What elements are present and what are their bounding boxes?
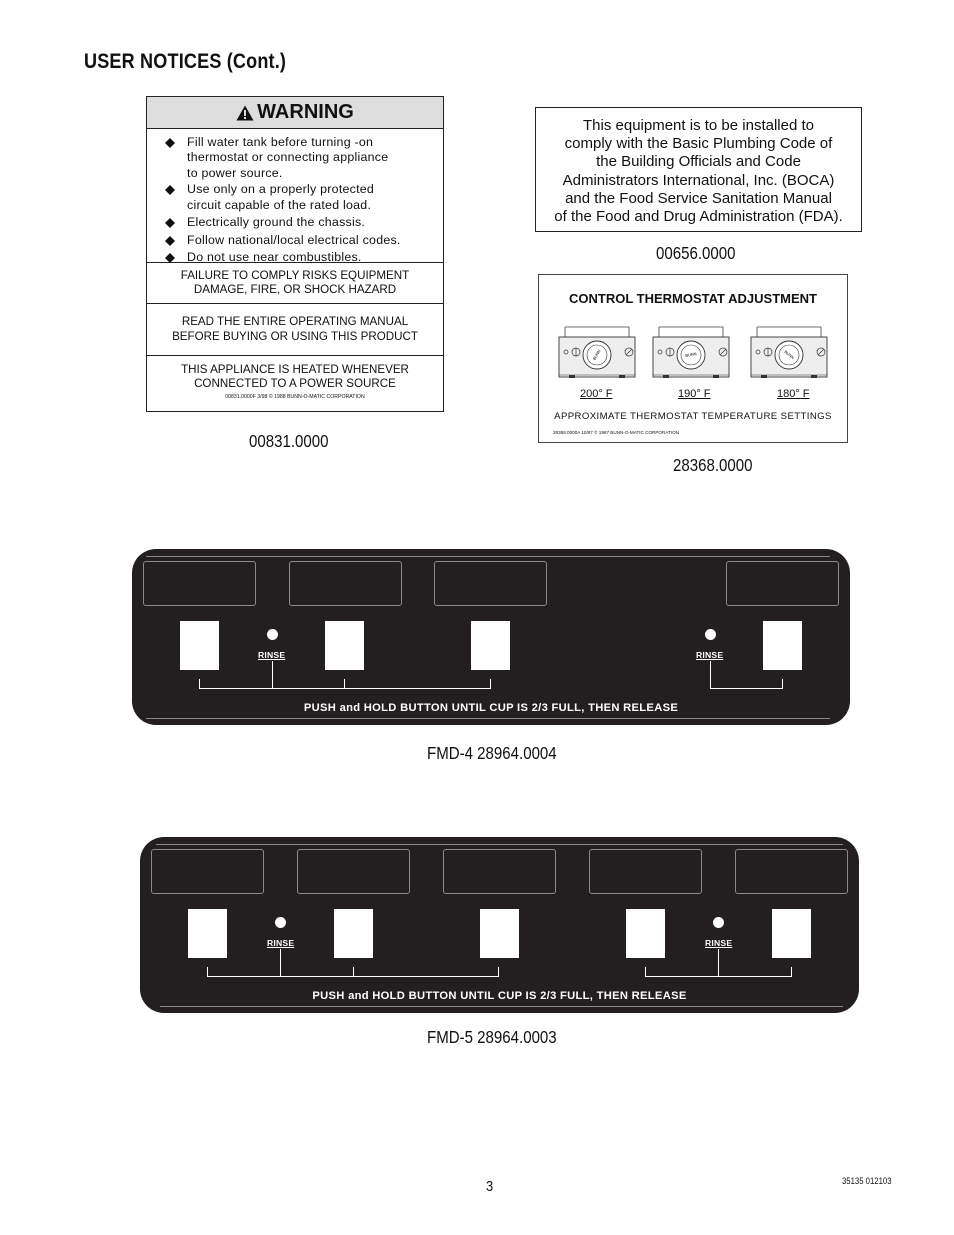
dial-text: BUNN xyxy=(783,349,796,361)
dispense-button[interactable] xyxy=(626,909,665,958)
rinse-indicator xyxy=(705,629,716,640)
warning-item-line: Fill water tank before turning -on xyxy=(187,135,374,149)
thermostat-caption: 28368.0000 xyxy=(673,455,753,475)
bracket-line xyxy=(490,679,491,689)
thermostat-label xyxy=(538,274,848,443)
bracket-line xyxy=(344,679,345,689)
diamond-bullet-icon xyxy=(165,138,175,148)
rinse-indicator xyxy=(713,917,724,928)
dispense-button[interactable] xyxy=(763,621,802,670)
warning-item-line: Electrically ground the chassis. xyxy=(187,215,366,230)
warning-triangle-icon xyxy=(236,105,254,121)
label-slot xyxy=(143,561,256,606)
rinse-label: RINSE xyxy=(258,650,286,660)
label-slot xyxy=(434,561,547,606)
diamond-bullet-icon xyxy=(165,218,175,228)
panel-top-line xyxy=(156,844,843,845)
warning-section-heated xyxy=(147,356,443,408)
thermostat-dials xyxy=(539,275,849,385)
bracket-line xyxy=(280,949,281,977)
warning-item-line: circuit capable of the rated load. xyxy=(187,197,372,212)
warning-item-line: Follow national/local electrical codes. xyxy=(187,233,401,248)
push-instruction: PUSH and HOLD BUTTON UNTIL CUP IS 2/3 FULL, THEN RELEASE xyxy=(312,990,687,1002)
label-slot xyxy=(151,849,264,894)
thermostat-title: CONTROL THERMOSTAT ADJUSTMENT xyxy=(569,291,817,306)
dispense-button[interactable] xyxy=(180,621,219,670)
rinse-label: RINSE xyxy=(267,938,295,948)
warning-section-line: THIS APPLIANCE IS HEATED WHENEVER xyxy=(181,362,409,376)
fmd5-panel xyxy=(140,837,859,1013)
bracket-line xyxy=(199,679,200,689)
warning-item-line: thermostat or connecting appliance xyxy=(187,150,389,165)
temp-label-180: 180° F xyxy=(777,388,810,400)
warning-item-line: Do not use near combustibles. xyxy=(187,249,362,264)
warning-section-manual xyxy=(147,304,443,356)
bracket-line xyxy=(498,967,499,977)
warning-item xyxy=(165,135,443,181)
warning-item xyxy=(165,215,443,230)
plumbing-notice xyxy=(535,107,862,232)
plumbing-caption: 00656.0000 xyxy=(656,243,736,263)
bracket-line xyxy=(718,949,719,977)
label-slot xyxy=(289,561,402,606)
rinse-label: RINSE xyxy=(705,938,733,948)
dispense-button[interactable] xyxy=(334,909,373,958)
temp-label-200: 200° F xyxy=(580,388,613,400)
bracket-line xyxy=(353,967,354,977)
dispense-button[interactable] xyxy=(480,909,519,958)
label-slot xyxy=(297,849,410,894)
warning-item xyxy=(165,233,443,248)
plumbing-line: of the Food and Drug Administration (FDA). xyxy=(554,208,843,226)
dispense-button[interactable] xyxy=(471,621,510,670)
dispense-button[interactable] xyxy=(772,909,811,958)
warning-item-line: to power source. xyxy=(187,165,283,180)
label-slot xyxy=(726,561,839,606)
warning-label xyxy=(146,96,444,412)
page-number: 3 xyxy=(486,1178,494,1195)
warning-title: WARNING xyxy=(257,101,354,123)
warning-item-line: Use only on a properly protected xyxy=(187,182,375,197)
plumbing-line: Administrators International, Inc. (BOCA) xyxy=(562,171,835,189)
panel-bottom-line xyxy=(160,1006,843,1007)
warning-section-line: FAILURE TO COMPLY RISKS EQUIPMENT xyxy=(180,268,410,282)
warning-header xyxy=(147,97,443,129)
bracket-line xyxy=(645,976,792,977)
warning-section-line: READ THE ENTIRE OPERATING MANUAL xyxy=(181,315,409,329)
rinse-indicator xyxy=(267,629,278,640)
rinse-label: RINSE xyxy=(696,650,724,660)
label-slot xyxy=(589,849,702,894)
bracket-line xyxy=(272,661,273,689)
fmd4-panel xyxy=(132,549,850,725)
page-heading: USER NOTICES (Cont.) xyxy=(84,50,287,73)
rinse-indicator xyxy=(275,917,286,928)
warning-section-line: BEFORE BUYING OR USING THIS PRODUCT xyxy=(172,329,418,343)
label-slot xyxy=(443,849,556,894)
fmd4-caption: FMD-4 28964.0004 xyxy=(427,743,557,763)
diamond-bullet-icon xyxy=(165,236,175,246)
dispense-button[interactable] xyxy=(325,621,364,670)
panel-top-line xyxy=(146,556,830,557)
thermostat-fine-print: 28368.0000A 10/97 © 1997 BUNN-O-MATIC CORPORATION xyxy=(553,430,680,435)
plumbing-line: the Building Officials and Code xyxy=(596,153,801,171)
dial-text: BUNN xyxy=(591,348,602,361)
dispense-button[interactable] xyxy=(188,909,227,958)
label-slot xyxy=(735,849,848,894)
bracket-line xyxy=(791,967,792,977)
warning-item xyxy=(165,182,443,213)
bracket-line xyxy=(645,967,646,977)
bracket-line xyxy=(207,967,208,977)
diamond-bullet-icon xyxy=(165,253,175,263)
bracket-line xyxy=(710,688,783,689)
bracket-line xyxy=(782,679,783,689)
warning-fine-print: 00831.0000F 3/98 © 1988 BUNN-O-MATIC CORPORATION xyxy=(225,394,365,401)
warning-caption: 00831.0000 xyxy=(249,431,329,451)
warning-section-failure xyxy=(147,263,443,304)
warning-section-line: DAMAGE, FIRE, OR SHOCK HAZARD xyxy=(193,283,397,296)
warning-list xyxy=(147,129,443,263)
dial-text: BUNN xyxy=(684,351,697,358)
thermostat-subtitle: APPROXIMATE THERMOSTAT TEMPERATURE SETTINGS xyxy=(554,411,832,422)
warning-section-line: CONNECTED TO A POWER SOURCE xyxy=(194,377,396,390)
fmd5-caption: FMD-5 28964.0003 xyxy=(427,1027,557,1047)
push-instruction: PUSH and HOLD BUTTON UNTIL CUP IS 2/3 FULL, THEN RELEASE xyxy=(303,702,679,714)
plumbing-line: and the Food Service Sanitation Manual xyxy=(565,189,832,207)
document-number: 35135 012103 xyxy=(842,1176,892,1186)
diamond-bullet-icon xyxy=(165,185,175,195)
panel-bottom-line xyxy=(146,718,830,719)
plumbing-line: comply with the Basic Plumbing Code of xyxy=(564,135,833,153)
temp-label-190: 190° F xyxy=(678,388,711,400)
plumbing-line: This equipment is to be installed to xyxy=(583,117,814,134)
bracket-line xyxy=(710,661,711,689)
